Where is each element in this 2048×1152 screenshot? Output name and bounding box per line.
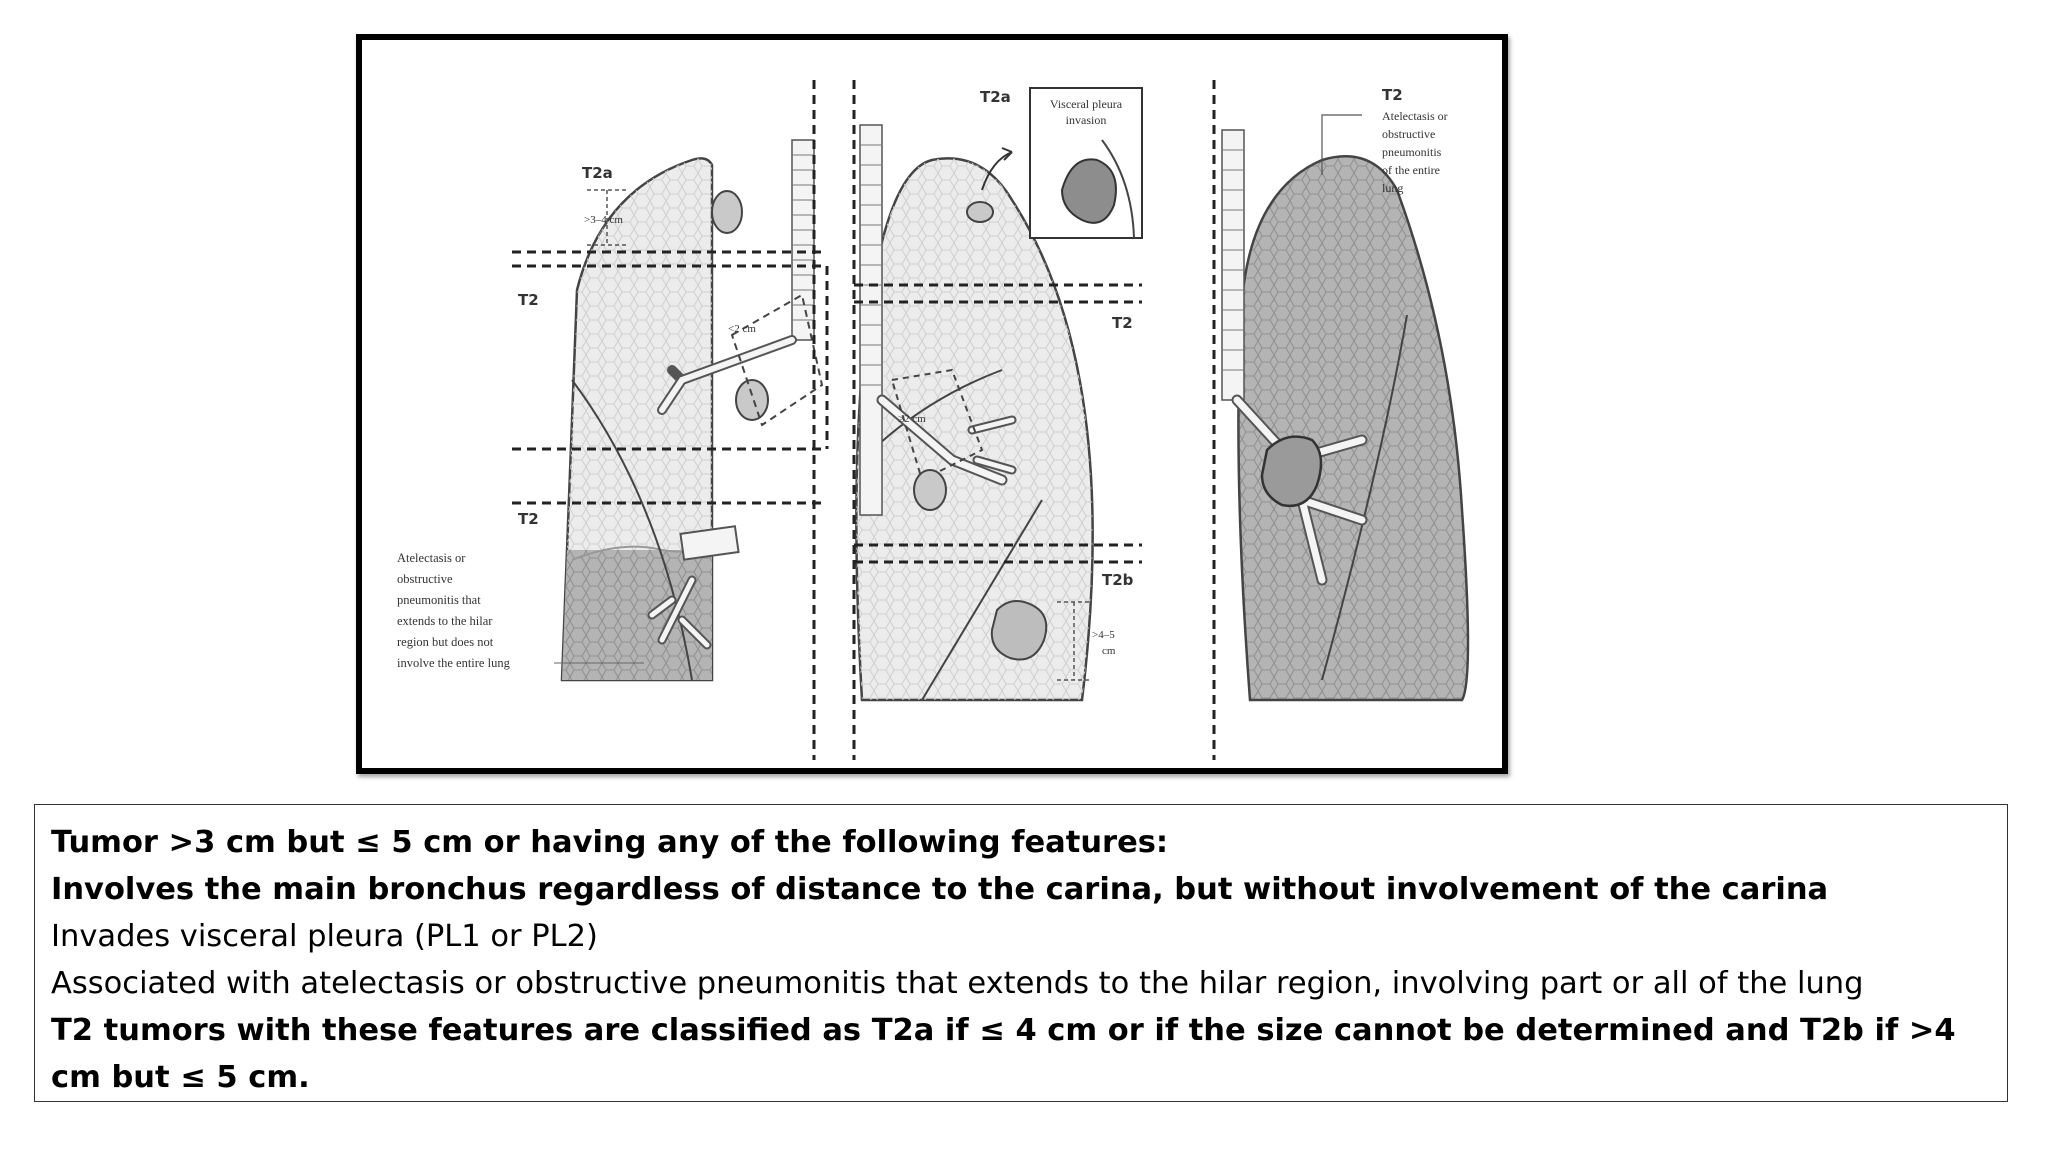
panel1-size-label: >3–4 cm xyxy=(584,214,623,226)
t2-criteria-textbox xyxy=(34,804,2008,1102)
panel1-t2-lower-label: T2 xyxy=(518,510,539,528)
diagram-canvas xyxy=(362,40,1502,768)
panel1-t2a-label: T2a xyxy=(582,164,613,182)
svg-text:obstructive: obstructive xyxy=(1382,127,1436,141)
panel-1 xyxy=(397,80,827,760)
svg-text:lung: lung xyxy=(1382,181,1404,195)
panel2-tumor-large xyxy=(992,601,1046,660)
svg-text:region but does not: region but does not xyxy=(397,635,494,649)
panel2-tumor-mid xyxy=(914,470,946,510)
panel3-trachea xyxy=(1222,130,1244,400)
panel-2 xyxy=(854,80,1142,760)
panel3-lung-atelectatic xyxy=(1238,156,1468,700)
panel2-size-label: >4–5 xyxy=(1092,629,1115,641)
criteria-main-bronchus: Involves the main bronchus regardless of distance to the carina, but without involvement of the carina xyxy=(51,872,1829,907)
criteria-heading: Tumor >3 cm but ≤ 5 cm or having any of the following features: xyxy=(51,825,1169,860)
panel1-tumor-bronchus xyxy=(736,380,768,420)
panel1-dist-label: <2 cm xyxy=(728,323,756,335)
panel3-t2-label: T2 xyxy=(1382,86,1403,104)
tnm-t2-diagram xyxy=(356,34,1508,774)
svg-text:Atelectasis or: Atelectasis or xyxy=(397,551,466,565)
svg-text:of the entire: of the entire xyxy=(1382,163,1440,177)
svg-text:Visceral pleura: Visceral pleura xyxy=(1049,97,1123,111)
svg-text:invasion: invasion xyxy=(1065,113,1107,127)
panel2-trachea xyxy=(860,125,882,515)
panel1-atelectasis xyxy=(512,550,732,690)
svg-text:Atelectasis or: Atelectasis or xyxy=(1382,109,1448,123)
svg-text:pneumonitis that: pneumonitis that xyxy=(397,593,481,607)
panel3-tumor xyxy=(1262,437,1321,506)
criteria-classification: T2 tumors with these features are classified as T2a if ≤ 4 cm or if the size cannot be determined and T2b if >4 cm but ≤ 5 cm. xyxy=(51,1013,1956,1095)
panel2-t2-label: T2 xyxy=(1112,314,1133,332)
svg-text:cm: cm xyxy=(1102,645,1116,657)
svg-text:involve the entire lung: involve the entire lung xyxy=(397,656,510,670)
panel2-dist-label: ≥2 cm xyxy=(898,413,926,425)
criteria-visceral-pleura: Invades visceral pleura (PL1 or PL2) xyxy=(51,919,598,954)
svg-text:extends to the hilar: extends to the hilar xyxy=(397,614,493,628)
panel1-atelectasis-note xyxy=(397,551,511,670)
panel2-tumor-pleura xyxy=(967,202,993,222)
panel-3 xyxy=(1214,80,1468,760)
panel1-trachea xyxy=(792,140,814,340)
panel2-t2b-label: T2b xyxy=(1102,571,1134,589)
panel2-t2a-label: T2a xyxy=(980,88,1011,106)
panel2-inset xyxy=(1030,88,1142,238)
panel1-tumor-upper xyxy=(712,191,742,233)
panel3-atelectasis-note xyxy=(1382,109,1448,195)
panel1-t2-upper-label: T2 xyxy=(518,291,539,309)
criteria-atelectasis: Associated with atelectasis or obstructive pneumonitis that extends to the hilar region, involving part or all of the lung xyxy=(51,966,1864,1001)
svg-text:obstructive: obstructive xyxy=(397,572,453,586)
svg-text:pneumonitis: pneumonitis xyxy=(1382,145,1442,159)
